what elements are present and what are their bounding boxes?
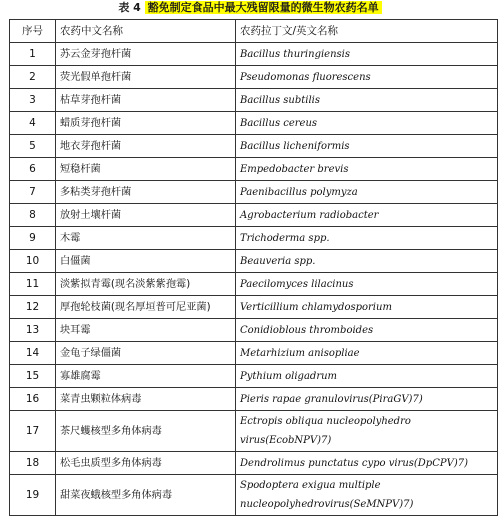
table-row: [10, 89, 498, 112]
cell-no: 19: [10, 475, 56, 516]
cell-no: 15: [10, 365, 56, 388]
table-row: [10, 452, 498, 475]
cell-latin-name: Paecilomyces lilacinus: [236, 273, 498, 296]
cell-cn-name: 地衣芽孢杆菌: [56, 135, 236, 158]
cell-latin-name: Beauveria spp.: [236, 250, 498, 273]
table-row: [10, 411, 498, 452]
cell-latin-name: Pseudomonas fluorescens: [236, 66, 498, 89]
cell-latin-name: Ectropis obliqua nucleopolyhedro virus(EcobNPV)7): [236, 411, 498, 452]
table-row: [10, 135, 498, 158]
cell-cn-name: 白僵菌: [56, 250, 236, 273]
table-row: [10, 296, 498, 319]
cell-latin-name: Bacillus licheniformis: [236, 135, 498, 158]
cell-no: 17: [10, 411, 56, 452]
cell-cn-name: 木霉: [56, 227, 236, 250]
cell-latin-name: Verticillium chlamydosporium: [236, 296, 498, 319]
cell-no: 11: [10, 273, 56, 296]
cell-latin-name: Paenibacillus polymyza: [236, 181, 498, 204]
cell-no: 6: [10, 158, 56, 181]
cell-cn-name: 苏云金芽孢杆菌: [56, 43, 236, 66]
cell-no: 16: [10, 388, 56, 411]
cell-no: 5: [10, 135, 56, 158]
cell-cn-name: 厚孢轮枝菌(现名厚垣普可尼亚菌): [56, 296, 236, 319]
cell-latin-name: Empedobacter brevis: [236, 158, 498, 181]
cell-latin-name: Bacillus thuringiensis: [236, 43, 498, 66]
table-row: [10, 227, 498, 250]
cell-latin-name: Pythium oligadrum: [236, 365, 498, 388]
table-row: [10, 365, 498, 388]
cell-cn-name: 淡紫拟青霉(现名淡紫紫孢霉): [56, 273, 236, 296]
cell-cn-name: 荧光假单孢杆菌: [56, 66, 236, 89]
table-header-row: [10, 20, 498, 43]
cell-no: 3: [10, 89, 56, 112]
table-row: [10, 158, 498, 181]
cell-no: 1: [10, 43, 56, 66]
table-row: [10, 388, 498, 411]
table-row: [10, 204, 498, 227]
header-cn-name: 农药中文名称: [56, 20, 236, 43]
cell-cn-name: 甜菜夜蛾核型多角体病毒: [56, 475, 236, 516]
header-latin-name: 农药拉丁文/英文名称: [236, 20, 498, 43]
cell-no: 4: [10, 112, 56, 135]
cell-latin-name: Dendrolimus punctatus cypo virus(DpCPV)7): [236, 452, 498, 475]
cell-no: 7: [10, 181, 56, 204]
cell-no: 12: [10, 296, 56, 319]
cell-cn-name: 放射土壤杆菌: [56, 204, 236, 227]
cell-cn-name: 松毛虫质型多角体病毒: [56, 452, 236, 475]
table-row: [10, 181, 498, 204]
cell-cn-name: 金龟子绿僵菌: [56, 342, 236, 365]
table-row: [10, 273, 498, 296]
table-caption: [0, 0, 500, 16]
pesticide-table: [9, 19, 498, 516]
cell-cn-name: 茶尺蠖核型多角体病毒: [56, 411, 236, 452]
cell-latin-name: Bacillus subtilis: [236, 89, 498, 112]
cell-no: 9: [10, 227, 56, 250]
caption-highlighted-title: 豁免制定食品中最大残留限量的微生物农药名单: [145, 1, 382, 14]
cell-no: 2: [10, 66, 56, 89]
caption-prefix: 表 4: [118, 1, 145, 14]
table-row: [10, 43, 498, 66]
cell-no: 14: [10, 342, 56, 365]
cell-latin-name: Trichoderma spp.: [236, 227, 498, 250]
cell-no: 18: [10, 452, 56, 475]
table-row: [10, 250, 498, 273]
cell-cn-name: 短稳杆菌: [56, 158, 236, 181]
header-no: 序号: [10, 20, 56, 43]
cell-cn-name: 块耳霉: [56, 319, 236, 342]
table-row: [10, 112, 498, 135]
cell-latin-name: Bacillus cereus: [236, 112, 498, 135]
cell-no: 10: [10, 250, 56, 273]
cell-cn-name: 蜡质芽孢杆菌: [56, 112, 236, 135]
cell-cn-name: 菜青虫颗粒体病毒: [56, 388, 236, 411]
cell-no: 8: [10, 204, 56, 227]
cell-no: 13: [10, 319, 56, 342]
cell-latin-name: Agrobacterium radiobacter: [236, 204, 498, 227]
table-row: [10, 342, 498, 365]
cell-latin-name: Metarhizium anisopliae: [236, 342, 498, 365]
cell-cn-name: 枯草芽孢杆菌: [56, 89, 236, 112]
cell-cn-name: 寡雄腐霉: [56, 365, 236, 388]
cell-latin-name: Spodoptera exigua multiple nucleopolyhedrovirus(SeMNPV)7): [236, 475, 498, 516]
cell-latin-name: Pieris rapae granulovirus(PiraGV)7): [236, 388, 498, 411]
table-row: [10, 319, 498, 342]
table-row: [10, 66, 498, 89]
table-row: [10, 475, 498, 516]
cell-cn-name: 多粘类芽孢杆菌: [56, 181, 236, 204]
cell-latin-name: Conidioblous thromboides: [236, 319, 498, 342]
